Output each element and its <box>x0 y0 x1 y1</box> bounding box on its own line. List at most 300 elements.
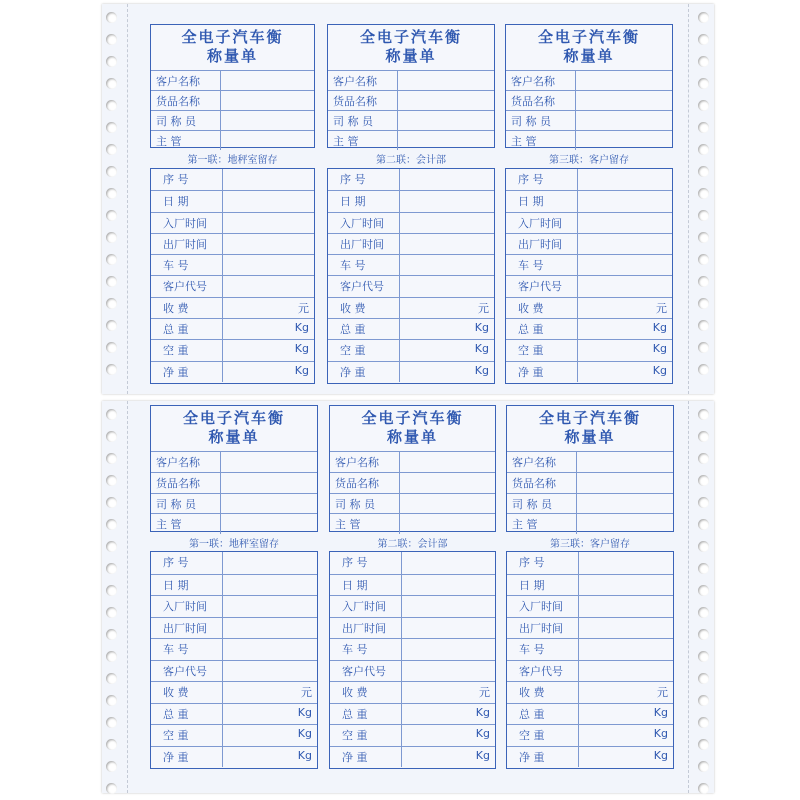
detail-row <box>151 275 314 296</box>
feed-hole <box>698 122 709 133</box>
detail-row <box>506 212 672 233</box>
feed-hole <box>698 563 709 574</box>
detail-row-label: 净 重 <box>151 747 223 768</box>
detail-row-label: 日 期 <box>507 575 579 596</box>
detail-row-label: 收 费 <box>330 682 402 703</box>
feed-hole <box>698 166 709 177</box>
feed-hole <box>106 34 117 45</box>
detail-row <box>328 233 494 254</box>
feed-hole <box>698 364 709 375</box>
detail-row <box>506 254 672 275</box>
feed-hole <box>698 298 709 309</box>
unit-label: Kg <box>297 727 312 740</box>
unit-label: Kg <box>297 748 312 762</box>
detail-row <box>506 297 672 318</box>
feed-hole <box>106 409 117 420</box>
ticket-title: 全电子汽车衡 <box>359 28 462 46</box>
detail-row <box>328 297 494 318</box>
header-field-row <box>507 493 673 514</box>
feed-hole <box>698 56 709 67</box>
detail-row-label: 空 重 <box>506 340 578 360</box>
header-field-row <box>506 130 672 150</box>
detail-row <box>151 190 314 211</box>
detail-row <box>330 724 495 746</box>
detail-row <box>330 681 495 703</box>
copy-label: 第一联：地秤室留存 <box>187 155 278 166</box>
detail-row <box>330 595 495 617</box>
detail-row <box>507 660 673 682</box>
feed-hole <box>106 739 117 750</box>
detail-row <box>328 339 494 360</box>
copy-label: 第一联：地秤室留存 <box>189 539 279 550</box>
detail-row <box>507 703 673 725</box>
detail-row <box>328 361 494 382</box>
header-field-row <box>328 110 494 130</box>
ticket-detail-table <box>150 551 318 769</box>
unit-label: Kg <box>653 705 668 719</box>
header-field-label: 司 称 员 <box>151 111 221 130</box>
header-field-row <box>330 493 495 514</box>
feed-hole <box>106 519 117 530</box>
detail-row <box>151 233 314 254</box>
ticket-subtitle: 称量单 <box>563 47 615 65</box>
header-field-row <box>507 472 673 493</box>
detail-row <box>506 339 672 360</box>
feed-hole <box>698 34 709 45</box>
detail-row-label: 空 重 <box>507 725 579 746</box>
detail-row <box>507 724 673 746</box>
detail-row <box>151 361 314 382</box>
detail-row-label: 总 重 <box>330 704 402 725</box>
header-field-row <box>330 472 495 493</box>
header-field-row <box>507 451 673 472</box>
detail-row <box>151 169 314 190</box>
header-field-label: 司 称 员 <box>330 494 400 514</box>
detail-row <box>328 318 494 339</box>
feed-hole <box>106 254 117 265</box>
unit-label: Kg <box>475 727 490 740</box>
feed-hole <box>106 475 117 486</box>
detail-row-label: 车 号 <box>151 255 223 275</box>
detail-row <box>506 361 672 382</box>
feed-hole <box>698 100 709 111</box>
feed-hole <box>698 541 709 552</box>
header-field-label: 货品名称 <box>507 473 577 493</box>
detail-row-label: 入厂时间 <box>151 596 223 617</box>
feed-hole <box>698 342 709 353</box>
unit-label: Kg <box>652 321 667 335</box>
unit-label: 元 <box>479 686 490 699</box>
detail-row-label: 净 重 <box>507 747 579 768</box>
detail-row <box>328 275 494 296</box>
detail-row-label: 收 费 <box>507 682 579 703</box>
detail-row <box>507 681 673 703</box>
ticket-header-box <box>327 24 495 148</box>
ticket-detail-table <box>506 551 674 769</box>
unit-label: Kg <box>294 342 309 356</box>
detail-row-label: 入厂时间 <box>506 213 578 233</box>
detail-row <box>151 746 317 768</box>
header-field-label: 客户名称 <box>328 71 398 90</box>
detail-row-label: 客户代号 <box>506 276 578 296</box>
header-field-row <box>151 70 314 90</box>
detail-row <box>330 638 495 660</box>
header-field-row <box>328 130 494 150</box>
detail-row-label: 序 号 <box>507 552 579 574</box>
detail-row-label: 日 期 <box>151 191 223 211</box>
unit-label: Kg <box>297 705 312 719</box>
feed-hole <box>106 298 117 309</box>
unit-label: Kg <box>294 363 309 377</box>
detail-row <box>506 318 672 339</box>
detail-row-label: 车 号 <box>507 639 579 660</box>
detail-row-label: 总 重 <box>328 319 400 339</box>
feed-hole <box>698 651 709 662</box>
detail-row-label: 净 重 <box>506 362 578 382</box>
feed-hole <box>698 409 709 420</box>
detail-row <box>330 660 495 682</box>
feed-hole <box>698 761 709 772</box>
ticket-header-box <box>329 405 496 532</box>
detail-row-label: 空 重 <box>151 340 223 360</box>
ticket-header-box <box>150 24 315 148</box>
unit-label: Kg <box>474 342 489 356</box>
ticket-subtitle: 称量单 <box>386 428 438 446</box>
detail-row <box>151 638 317 660</box>
ticket-subtitle: 称量单 <box>385 47 437 65</box>
feed-hole <box>698 739 709 750</box>
header-field-row <box>506 110 672 130</box>
feed-hole <box>106 783 117 794</box>
unit-label: Kg <box>294 321 309 335</box>
header-field-label: 客户名称 <box>506 71 576 90</box>
detail-row-label: 净 重 <box>330 747 402 768</box>
feed-hole <box>106 695 117 706</box>
detail-row-label: 出厂时间 <box>507 618 579 639</box>
header-field-label: 客户名称 <box>330 452 400 472</box>
detail-row-label: 客户代号 <box>151 661 223 682</box>
header-field-label: 客户名称 <box>151 71 221 90</box>
feed-hole <box>698 629 709 640</box>
ticket-detail-table <box>150 168 315 384</box>
header-field-row <box>151 472 317 493</box>
ticket-detail-table <box>329 551 496 769</box>
header-field-label: 主 管 <box>151 514 221 534</box>
header-field-label: 主 管 <box>151 131 221 150</box>
header-field-label: 司 称 员 <box>328 111 398 130</box>
detail-row-label: 日 期 <box>328 191 400 211</box>
header-field-label: 主 管 <box>507 514 577 534</box>
header-field-row <box>151 90 314 110</box>
feed-hole <box>106 210 117 221</box>
unit-label: Kg <box>652 342 667 356</box>
feed-hole <box>698 783 709 794</box>
header-field-row <box>506 90 672 110</box>
ticket-title: 全电子汽车衡 <box>182 409 285 427</box>
perforation-line-left <box>127 4 128 394</box>
detail-row <box>507 595 673 617</box>
ticket-detail-table <box>505 168 673 384</box>
detail-row-label: 客户代号 <box>330 661 402 682</box>
feed-hole <box>106 144 117 155</box>
tractor-feed-holes-left <box>102 401 122 793</box>
feed-hole <box>106 276 117 287</box>
detail-row-label: 总 重 <box>151 319 223 339</box>
feed-hole <box>698 12 709 23</box>
detail-row-label: 客户代号 <box>328 276 400 296</box>
feed-hole <box>698 673 709 684</box>
feed-hole <box>698 519 709 530</box>
feed-hole <box>106 166 117 177</box>
ticket-subtitle: 称量单 <box>564 428 616 446</box>
header-field-label: 货品名称 <box>330 473 400 493</box>
header-field-row <box>151 451 317 472</box>
detail-row-label: 净 重 <box>328 362 400 382</box>
header-field-label: 主 管 <box>328 131 398 150</box>
detail-row <box>328 190 494 211</box>
header-field-label: 主 管 <box>330 514 400 534</box>
detail-row <box>151 703 317 725</box>
feed-hole <box>106 431 117 442</box>
feed-hole <box>698 585 709 596</box>
feed-hole <box>106 453 117 464</box>
unit-label: Kg <box>653 748 668 762</box>
detail-row-label: 客户代号 <box>507 661 579 682</box>
unit-label: Kg <box>475 705 490 719</box>
detail-row <box>506 275 672 296</box>
ticket-header-box <box>506 405 674 532</box>
detail-row <box>330 617 495 639</box>
detail-row-label: 总 重 <box>151 704 223 725</box>
detail-row <box>151 681 317 703</box>
detail-row <box>328 212 494 233</box>
feed-hole <box>106 629 117 640</box>
feed-hole <box>698 475 709 486</box>
detail-row-label: 收 费 <box>151 298 223 318</box>
ticket-header-box <box>505 24 673 148</box>
ticket-title: 全电子汽车衡 <box>537 28 640 46</box>
detail-row <box>151 318 314 339</box>
feed-hole <box>106 320 117 331</box>
detail-row <box>507 574 673 596</box>
detail-row-label: 入厂时间 <box>151 213 223 233</box>
detail-row <box>506 169 672 190</box>
header-field-label: 司 称 员 <box>506 111 576 130</box>
detail-row <box>507 746 673 768</box>
feed-hole <box>698 431 709 442</box>
detail-row-label: 总 重 <box>506 319 578 339</box>
unit-label: Kg <box>475 748 490 762</box>
detail-row-label: 空 重 <box>151 725 223 746</box>
header-field-label: 司 称 员 <box>151 494 221 514</box>
copy-label: 第二联：会计部 <box>377 539 448 550</box>
feed-hole <box>106 12 117 23</box>
feed-hole <box>106 100 117 111</box>
tractor-feed-holes-left <box>102 4 122 394</box>
feed-hole <box>698 453 709 464</box>
feed-hole <box>698 188 709 199</box>
detail-row-label: 车 号 <box>151 639 223 660</box>
detail-row-label: 总 重 <box>507 704 579 725</box>
detail-row-label: 入厂时间 <box>507 596 579 617</box>
header-field-row <box>151 513 317 534</box>
perforation-line-left <box>127 401 128 793</box>
header-field-label: 货品名称 <box>151 473 221 493</box>
feed-hole <box>698 320 709 331</box>
ticket-header-box <box>150 405 318 532</box>
unit-label: Kg <box>474 321 489 335</box>
header-field-label: 主 管 <box>506 131 576 150</box>
detail-row-label: 日 期 <box>506 191 578 211</box>
detail-row <box>330 703 495 725</box>
detail-row <box>506 190 672 211</box>
ticket-detail-table <box>327 168 495 384</box>
form-sheet-bottom <box>102 401 714 793</box>
detail-row-label: 空 重 <box>328 340 400 360</box>
feed-hole <box>106 673 117 684</box>
detail-row <box>151 552 317 574</box>
feed-hole <box>698 276 709 287</box>
detail-row <box>330 552 495 574</box>
unit-label: 元 <box>301 686 312 699</box>
feed-hole <box>698 232 709 243</box>
detail-row-label: 出厂时间 <box>151 234 223 254</box>
detail-row-label: 收 费 <box>151 682 223 703</box>
unit-label: 元 <box>656 301 667 315</box>
header-field-row <box>506 70 672 90</box>
detail-row-label: 收 费 <box>506 298 578 318</box>
detail-row <box>151 212 314 233</box>
feed-hole <box>106 232 117 243</box>
detail-row-label: 出厂时间 <box>151 618 223 639</box>
header-field-row <box>330 513 495 534</box>
detail-row <box>330 746 495 768</box>
header-field-row <box>328 90 494 110</box>
detail-row-label: 日 期 <box>330 575 402 596</box>
unit-label: Kg <box>653 727 668 740</box>
feed-hole <box>698 497 709 508</box>
detail-row <box>507 552 673 574</box>
header-field-label: 货品名称 <box>328 91 398 110</box>
feed-hole <box>698 717 709 728</box>
perforation-line-right <box>688 4 689 394</box>
ticket-title: 全电子汽车衡 <box>538 409 641 427</box>
feed-hole <box>106 56 117 67</box>
detail-row <box>151 339 314 360</box>
detail-row <box>328 169 494 190</box>
header-field-label: 货品名称 <box>151 91 221 110</box>
detail-row-label: 收 费 <box>328 298 400 318</box>
feed-hole <box>106 497 117 508</box>
header-field-label: 货品名称 <box>506 91 576 110</box>
tractor-feed-holes-right <box>694 401 714 793</box>
unit-label: 元 <box>478 301 489 315</box>
detail-row <box>507 638 673 660</box>
ticket-subtitle: 称量单 <box>206 47 258 65</box>
copy-label: 第三联：客户留存 <box>550 539 630 550</box>
unit-label: 元 <box>298 301 309 315</box>
ticket-title: 全电子汽车衡 <box>361 409 464 427</box>
tractor-feed-holes-right <box>694 4 714 394</box>
unit-label: Kg <box>474 363 489 377</box>
feed-hole <box>106 78 117 89</box>
header-field-label: 客户名称 <box>507 452 577 472</box>
detail-row-label: 车 号 <box>330 639 402 660</box>
detail-row <box>151 254 314 275</box>
feed-hole <box>106 342 117 353</box>
detail-row <box>328 254 494 275</box>
detail-row-label: 序 号 <box>330 552 402 574</box>
perforation-line-right <box>688 401 689 793</box>
detail-row-label: 序 号 <box>151 169 223 190</box>
feed-hole <box>106 364 117 375</box>
detail-row-label: 客户代号 <box>151 276 223 296</box>
header-field-row <box>151 493 317 514</box>
detail-row <box>151 660 317 682</box>
detail-row-label: 入厂时间 <box>328 213 400 233</box>
unit-label: Kg <box>652 363 667 377</box>
header-field-label: 司 称 员 <box>507 494 577 514</box>
detail-row-label: 空 重 <box>330 725 402 746</box>
detail-row-label: 序 号 <box>151 552 223 574</box>
feed-hole <box>698 607 709 618</box>
detail-row-label: 净 重 <box>151 362 223 382</box>
header-field-label: 客户名称 <box>151 452 221 472</box>
detail-row <box>151 574 317 596</box>
header-field-row <box>151 110 314 130</box>
feed-hole <box>106 188 117 199</box>
feed-hole <box>698 210 709 221</box>
detail-row <box>330 574 495 596</box>
copy-label: 第二联：会计部 <box>376 155 446 166</box>
header-field-row <box>328 70 494 90</box>
detail-row <box>506 233 672 254</box>
feed-hole <box>698 78 709 89</box>
detail-row-label: 出厂时间 <box>328 234 400 254</box>
feed-hole <box>106 717 117 728</box>
copy-label: 第三联：客户留存 <box>549 155 629 166</box>
header-field-row <box>151 130 314 150</box>
detail-row-label: 出厂时间 <box>330 618 402 639</box>
header-field-row <box>507 513 673 534</box>
detail-row-label: 车 号 <box>328 255 400 275</box>
detail-row-label: 日 期 <box>151 575 223 596</box>
feed-hole <box>106 761 117 772</box>
feed-hole <box>106 585 117 596</box>
feed-hole <box>106 541 117 552</box>
detail-row-label: 序 号 <box>506 169 578 190</box>
feed-hole <box>106 122 117 133</box>
detail-row-label: 出厂时间 <box>506 234 578 254</box>
detail-row <box>151 724 317 746</box>
detail-row-label: 入厂时间 <box>330 596 402 617</box>
detail-row <box>151 617 317 639</box>
feed-hole <box>106 651 117 662</box>
feed-hole <box>106 607 117 618</box>
feed-hole <box>698 695 709 706</box>
feed-hole <box>698 254 709 265</box>
feed-hole <box>698 144 709 155</box>
detail-row <box>151 595 317 617</box>
header-field-row <box>330 451 495 472</box>
form-sheet-top <box>102 4 714 394</box>
detail-row-label: 车 号 <box>506 255 578 275</box>
detail-row <box>507 617 673 639</box>
detail-row <box>151 297 314 318</box>
feed-hole <box>106 563 117 574</box>
unit-label: 元 <box>657 686 668 699</box>
ticket-title: 全电子汽车衡 <box>181 28 284 46</box>
